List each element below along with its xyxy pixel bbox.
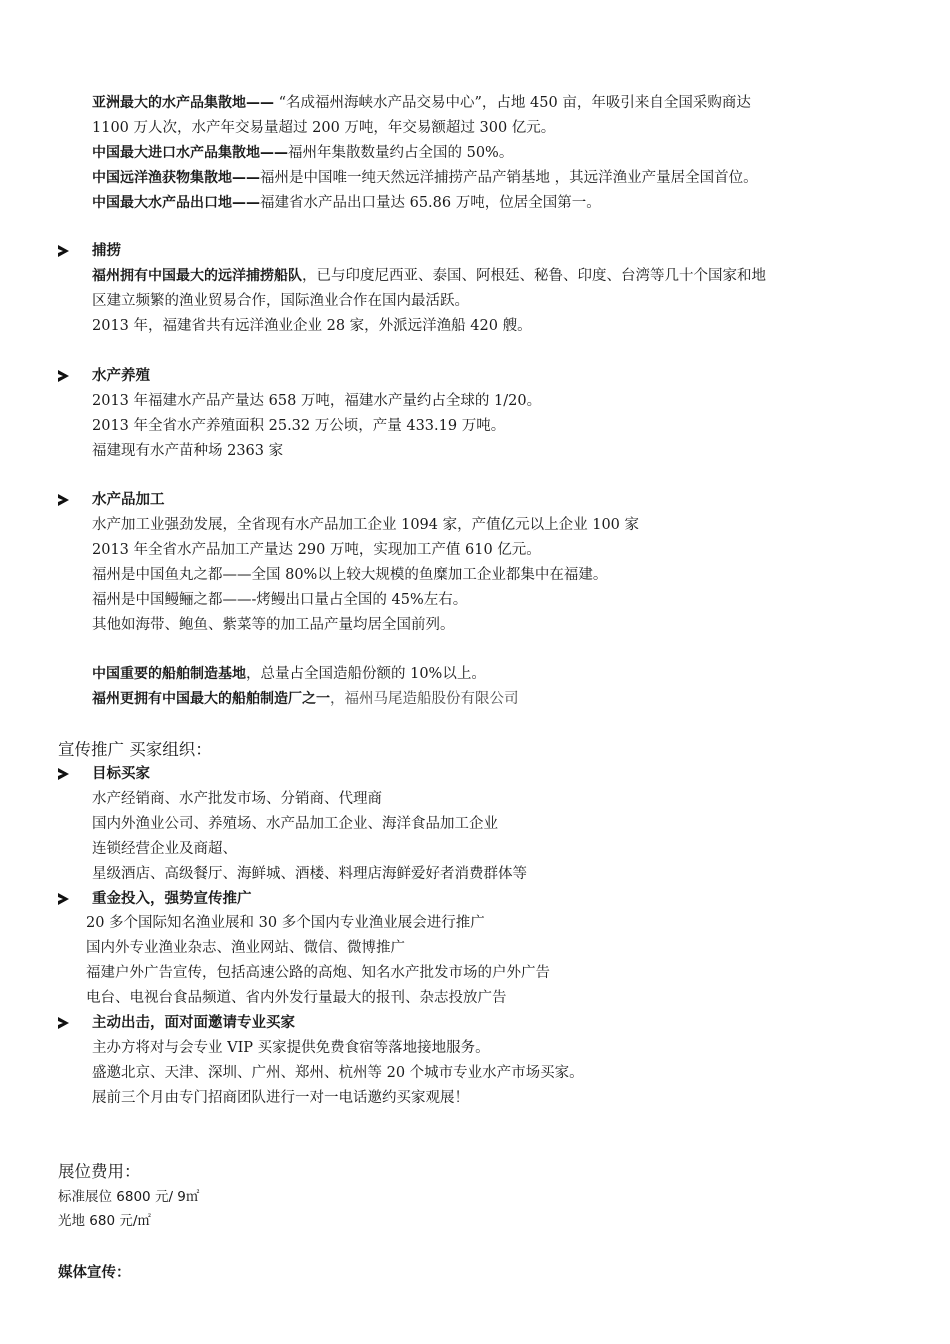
intro-line-3 <box>92 143 513 163</box>
intro-text-5: 福建省水产品出口量达 65.86 万吨，位居全国第一。 <box>260 195 601 211</box>
processing-heading: 水产品加工 <box>92 492 165 508</box>
processing-line-1: 水产加工业强劲发展，全省现有水产品加工企业 1094 家，产值亿元以上企业 100 家 <box>92 517 640 533</box>
intro-text-3: 福州年集散数量约占全国的 50%。 <box>288 145 514 161</box>
shipbuilding-text-2: ，福州马尾造船股份有限公司 <box>330 691 519 707</box>
intro-bold-1: 亚洲最大的水产品集散地—— <box>92 95 274 111</box>
fishing-line-2: 区建立频繁的渔业贸易合作，国际渔业合作在国内最活跃。 <box>92 293 469 309</box>
arrow-bullet-icon <box>58 370 69 382</box>
intro-line-1 <box>92 93 751 113</box>
invite-item: 主办方将对与会专业 VIP 买家提供免费食宿等落地接地服务。 <box>92 1040 490 1056</box>
promotion-title: 宣传推广 买家组织： <box>58 740 212 759</box>
intro-line-2: 1100 万人次，水产年交易量超过 200 万吨，年交易额超过 300 亿元。 <box>92 120 556 136</box>
fishing-line-1 <box>92 266 766 286</box>
fees-space: 光地 680 元/㎡ <box>58 1213 151 1229</box>
arrow-bullet-icon <box>58 893 69 905</box>
arrow-bullet-icon <box>58 1017 69 1029</box>
aquaculture-line-2: 2013 年全省水产养殖面积 25.32 万公顷，产量 433.19 万吨。 <box>92 418 506 434</box>
arrow-bullet-icon <box>58 768 69 780</box>
shipbuilding-line-1 <box>92 664 486 684</box>
media-title: 媒体宣传： <box>58 1265 131 1281</box>
intro-text-4: 福州是中国唯一纯天然远洋捕捞产品产销基地 ，其远洋渔业产量居全国首位。 <box>260 170 758 186</box>
buyers-item: 连锁经营企业及商超、 <box>92 841 237 857</box>
fees-standard: 标准展位 6800 元/ 9㎡ <box>58 1189 200 1205</box>
fishing-bold-1: 福州拥有中国最大的远洋捕捞船队 <box>92 268 302 284</box>
invest-item: 20 多个国际知名渔业展和 30 多个国内专业渔业展会进行推广 <box>86 915 485 931</box>
invest-item: 电台、电视台食品频道、省内外发行量最大的报刊、杂志投放广告 <box>86 990 507 1006</box>
fishing-line-3: 2013 年，福建省共有远洋渔业企业 28 家，外派远洋渔船 420 艘。 <box>92 318 532 334</box>
intro-text-1: “名成福州海峡水产品交易中心”，占地 450 亩，年吸引来自全国采购商达 <box>274 95 751 111</box>
aquaculture-line-3: 福建现有水产苗种场 2363 家 <box>92 443 284 459</box>
buyers-item: 水产经销商、水产批发市场、分销商、代理商 <box>92 791 382 807</box>
aquaculture-line-1: 2013 年福建水产品产量达 658 万吨，福建水产量约占全球的 1/20。 <box>92 393 542 409</box>
buyers-item: 国内外渔业公司、养殖场、水产品加工企业、海洋食品加工企业 <box>92 816 498 832</box>
shipbuilding-bold-2: 福州更拥有中国最大的船舶制造厂之一 <box>92 691 330 707</box>
invite-item: 展前三个月由专门招商团队进行一对一电话邀约买家观展！ <box>92 1090 469 1106</box>
arrow-bullet-icon <box>58 245 69 257</box>
intro-bold-5: 中国最大水产品出口地—— <box>92 195 260 211</box>
fishing-heading: 捕捞 <box>92 243 121 259</box>
shipbuilding-text-1: ，总量占全国造船份额的 10%以上。 <box>246 666 486 682</box>
buyers-heading: 目标买家 <box>92 766 150 782</box>
processing-line-2: 2013 年全省水产品加工产量达 290 万吨，实现加工产值 610 亿元。 <box>92 542 541 558</box>
arrow-bullet-icon <box>58 494 69 506</box>
buyers-item: 星级酒店、高级餐厅、海鲜城、酒楼、料理店海鲜爱好者消费群体等 <box>92 866 527 882</box>
invite-item: 盛邀北京、天津、深圳、广州、郑州、杭州等 20 个城市专业水产市场买家。 <box>92 1065 584 1081</box>
intro-bold-3: 中国最大进口水产品集散地—— <box>92 145 288 161</box>
fishing-text-1: ，已与印度尼西亚、泰国、阿根廷、秘鲁、印度、台湾等几十个国家和地 <box>302 268 766 284</box>
processing-line-5: 其他如海带、鲍鱼、紫菜等的加工品产量均居全国前列。 <box>92 617 455 633</box>
processing-line-4: 福州是中国鳗鲡之都——-烤鳗出口量占全国的 45%左右。 <box>92 592 468 608</box>
invest-heading: 重金投入，强势宣传推广 <box>92 891 252 907</box>
intro-line-5 <box>92 193 601 213</box>
aquaculture-heading: 水产养殖 <box>92 368 150 384</box>
invest-item: 国内外专业渔业杂志、渔业网站、微信、微博推广 <box>86 940 405 956</box>
intro-bold-4: 中国远洋渔获物集散地—— <box>92 170 260 186</box>
fees-title: 展位费用： <box>58 1162 141 1181</box>
invite-heading: 主动出击，面对面邀请专业买家 <box>92 1015 295 1031</box>
processing-line-3: 福州是中国鱼丸之都——全国 80%以上较大规模的鱼糜加工企业都集中在福建。 <box>92 567 608 583</box>
intro-line-4 <box>92 168 758 188</box>
invest-item: 福建户外广告宣传，包括高速公路的高炮、知名水产批发市场的户外广告 <box>86 965 550 981</box>
shipbuilding-bold-1: 中国重要的船舶制造基地 <box>92 666 246 682</box>
shipbuilding-line-2 <box>92 689 519 709</box>
